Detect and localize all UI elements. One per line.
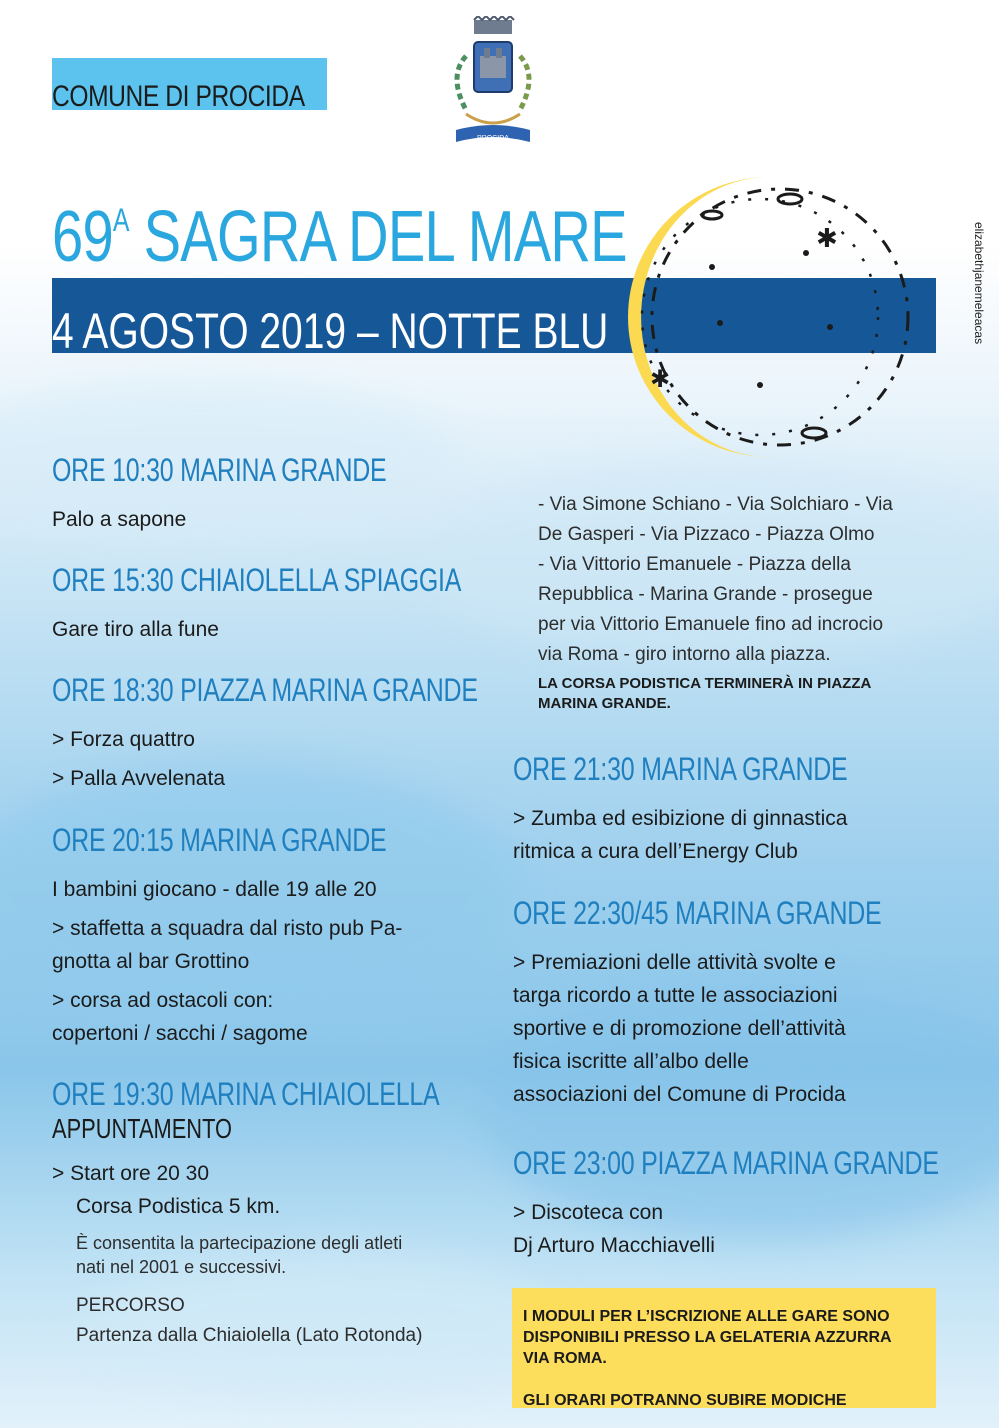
notice-line: DISPONIBILI PRESSO LA GELATERIA AZZURRA xyxy=(523,1329,892,1346)
event-line: gnotta al bar Grottino xyxy=(52,950,250,973)
eligibility-note: nati nel 2001 e successivi. xyxy=(76,1257,287,1277)
event-line: ritmica a cura dell’Energy Club xyxy=(513,840,798,863)
crescent-moon-illustration xyxy=(620,175,920,465)
event-heading: ORE 18:30 PIAZZA MARINA GRANDE xyxy=(52,672,478,708)
event-line: > Forza quattro xyxy=(52,728,195,751)
route-line: via Roma - giro intorno alla piazza. xyxy=(538,644,831,665)
event-heading: ORE 20:15 MARINA GRANDE xyxy=(52,822,387,858)
date-band-text: 4 AGOSTO 2019 – NOTTE BLU xyxy=(52,303,609,359)
route-line: per via Vittorio Emanuele fino ad incrocio xyxy=(538,614,884,635)
event-line: > Premiazioni delle attività svolte e xyxy=(513,951,836,974)
event-heading: ORE 22:30/45 MARINA GRANDE xyxy=(513,895,882,931)
event-line: Corsa Podistica 5 km. xyxy=(76,1195,281,1218)
event-2015 xyxy=(52,822,481,1050)
festival-name: SAGRA DEL MARE xyxy=(143,197,627,277)
event-line: > Discoteca con xyxy=(513,1201,663,1224)
event-2230 xyxy=(513,895,985,1111)
event-line: I bambini giocano - dalle 19 alle 20 xyxy=(52,878,377,901)
event-line: targa ricordo a tutte le associazioni xyxy=(513,984,838,1007)
eligibility-note: È consentita la partecipazione degli atleti xyxy=(76,1233,403,1253)
crest-label: PROCIDA xyxy=(477,135,509,142)
event-heading: ORE 19:30 MARINA CHIAIOLELLA xyxy=(52,1076,440,1112)
route-start: Partenza dalla Chiaiolella (Lato Rotonda) xyxy=(76,1325,423,1346)
edition-superscript: A xyxy=(112,202,129,238)
route-line: - Via Vittorio Emanuele - Piazza della xyxy=(538,554,851,575)
svg-text:✱: ✱ xyxy=(650,365,671,393)
event-1530 xyxy=(52,562,577,646)
event-subheading: APPUNTAMENTO xyxy=(52,1113,233,1144)
event-line: Dj Arturo Macchiavelli xyxy=(513,1234,715,1257)
festival-title xyxy=(52,196,627,278)
event-line: fisica iscritte all’albo delle xyxy=(513,1050,749,1073)
illustrator-credit: elizabethjanemeleacas xyxy=(972,222,986,345)
event-heading: ORE 15:30 CHIAIOLELLA SPIAGGIA xyxy=(52,562,462,598)
event-line: > Start ore 20 30 xyxy=(52,1162,210,1185)
comune-label: COMUNE DI PROCIDA xyxy=(52,80,305,113)
edition-number: 69 xyxy=(52,197,113,277)
route-line: De Gasperi - Via Pizzaco - Piazza Olmo xyxy=(538,524,875,545)
route-line: - Via Simone Schiano - Via Solchiaro - Via xyxy=(538,494,893,515)
event-line: > staffetta a squadra dal risto pub Pa- xyxy=(52,917,403,940)
route-end-note: MARINA GRANDE. xyxy=(538,695,671,712)
svg-text:✱: ✱ xyxy=(816,224,838,254)
event-line: sportive e di promozione dell’attività xyxy=(513,1017,846,1040)
event-line: Palo a sapone xyxy=(52,508,187,531)
procida-crest-logo xyxy=(436,16,550,152)
event-heading: ORE 21:30 MARINA GRANDE xyxy=(513,751,848,787)
event-2130 xyxy=(513,751,942,868)
event-line: > Zumba ed esibizione di ginnastica xyxy=(513,807,848,830)
route-end-note: LA CORSA PODISTICA TERMINERÀ IN PIAZZA xyxy=(538,675,872,692)
event-1930 xyxy=(52,1076,549,1351)
route-line: Repubblica - Marina Grande - prosegue xyxy=(538,584,873,605)
event-line: copertoni / sacchi / sagome xyxy=(52,1022,308,1045)
notice-line: VIA ROMA. xyxy=(523,1350,607,1367)
registration-notice xyxy=(512,1288,936,1408)
route-continuation xyxy=(538,490,893,714)
event-line: Gare tiro alla fune xyxy=(52,618,219,641)
notice-line: GLI ORARI POTRANNO SUBIRE MODICHE xyxy=(523,1392,847,1409)
event-line: associazioni del Comune di Procida xyxy=(513,1083,846,1106)
event-line: > corsa ad ostacoli con: xyxy=(52,989,274,1012)
event-1030 xyxy=(52,452,481,536)
notice-line: I MODULI PER L’ISCRIZIONE ALLE GARE SONO xyxy=(523,1308,890,1325)
route-label: PERCORSO xyxy=(76,1295,185,1316)
event-heading: ORE 23:00 PIAZZA MARINA GRANDE xyxy=(513,1145,939,1181)
event-heading: ORE 10:30 MARINA GRANDE xyxy=(52,452,387,488)
event-2300 xyxy=(513,1145,999,1262)
event-line: > Palla Avvelenata xyxy=(52,767,225,790)
